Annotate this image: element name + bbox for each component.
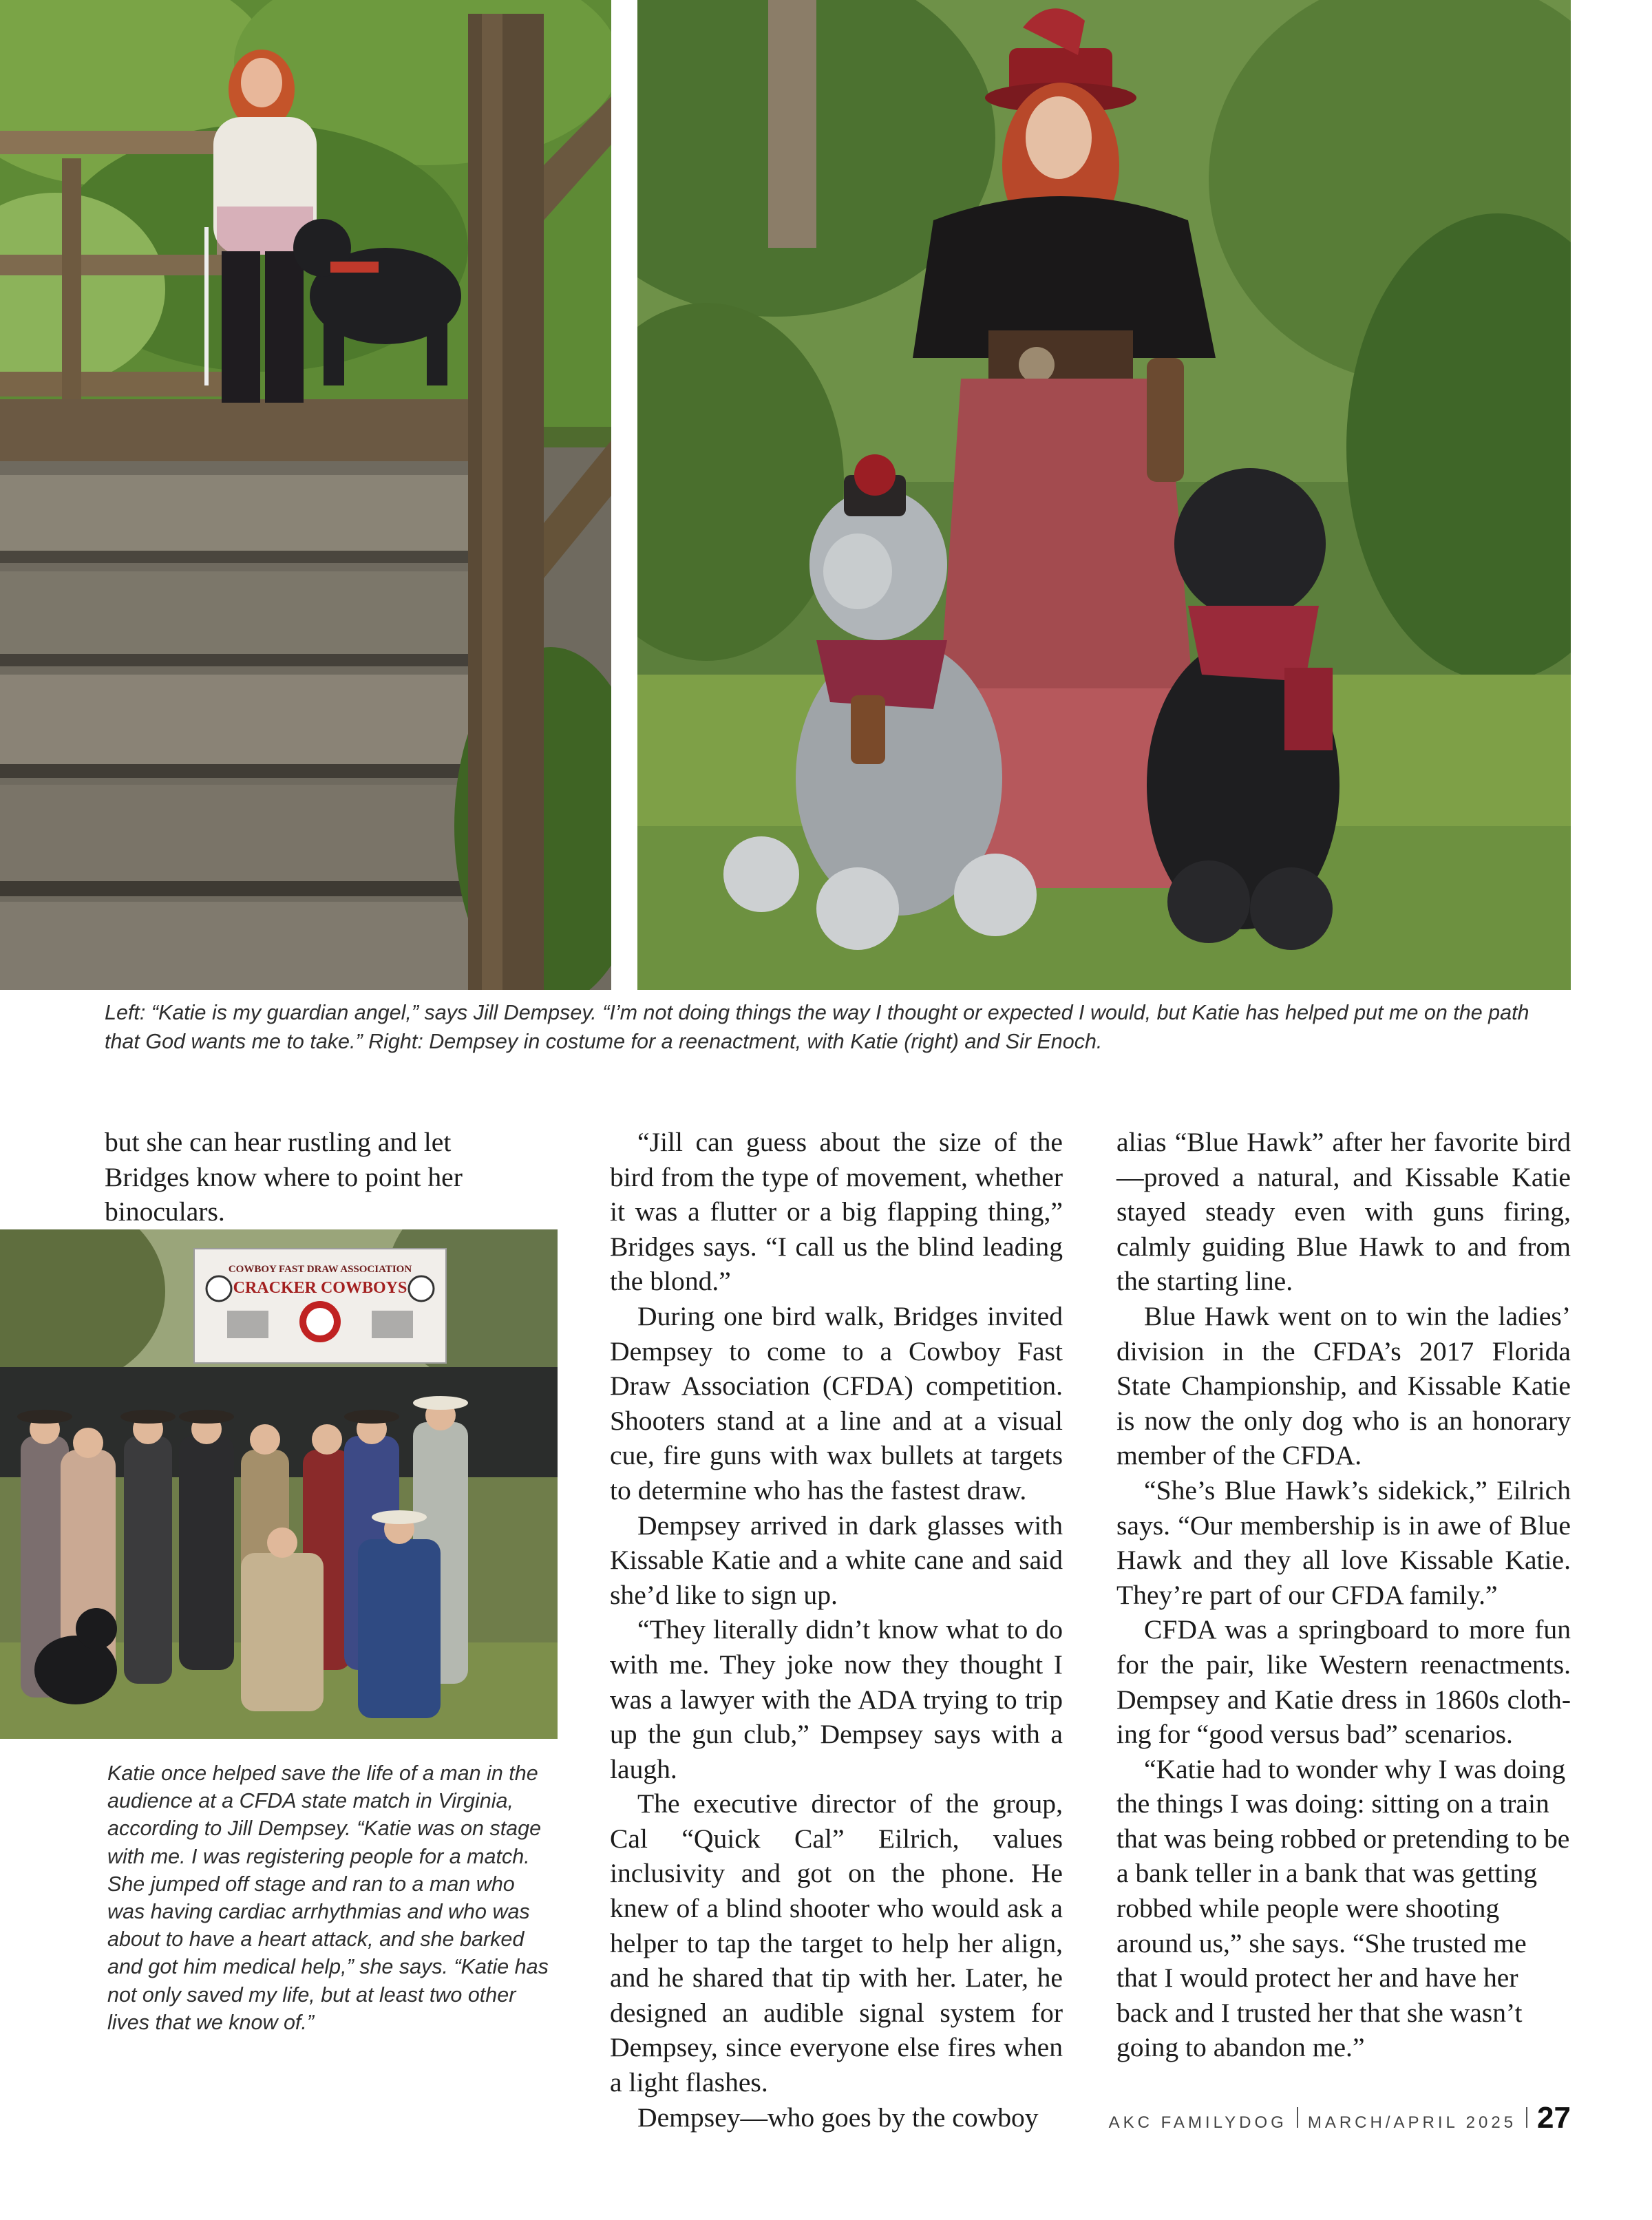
photo-costume-image	[637, 0, 1571, 990]
photo-cracker-cowboys-group	[0, 1229, 558, 1739]
photo-caption-group: Katie once helped save the life of a man in the audience at a CFDA state match in Virginia, according to Jill Dempsey. “Katie was on stage with me. I was registering people for a match. She jumped off stage and ran to a man who was having cardiac arrhythmias and who was about to have a heart attack, and she barked and got him medical help,” she says. “Katie has not only saved my life, but at least two other lives that we know of.”	[107, 1762, 549, 2034]
photo-stairs	[0, 0, 611, 990]
photo-stairs-image	[0, 0, 611, 990]
article-column-2	[610, 1125, 1063, 2135]
footer-separator	[1526, 2107, 1527, 2128]
footer-magazine-name: AKC FAMILYDOG	[1108, 2113, 1287, 2132]
article-paragraph: CFDA was a springboard to more fun for the pair, like Western reenactments. Dempsey and Katie dress in 1860s cloth-ing for “good versus bad” scenarios.	[1116, 1614, 1571, 1750]
footer-separator	[1297, 2107, 1298, 2128]
article-paragraph: During one bird walk, Bridges invited Dempsey to come to a Cowboy Fast Draw Association (CFDA) competition. Shooters stand at a line and at a visual cue, fire guns with wax bullets at targets to determine who has the fastest draw.	[610, 1300, 1063, 1505]
page-number: 27	[1537, 2101, 1571, 2135]
article-paragraph: alias “Blue Hawk” after her favorite bird—proved a natural, and Kissable Katie stayed steady even with guns firing, calmly guiding Blue Hawk to and from the starting line.	[1116, 1127, 1571, 1297]
article-paragraph: “Katie had to wonder why I was doing the things I was doing: sitting on a train that was being robbed or pretending to be a bank teller in a bank that was getting robbed while people were shooting around us,” she says. “She trusted me that I would protect her and have her back and I trusted her that she wasn’t going to abandon me.”	[1116, 1753, 1570, 2063]
footer-issue: MARCH/APRIL 2025	[1307, 2113, 1517, 2132]
photo-group-image	[0, 1229, 558, 1739]
page-footer	[1109, 2101, 1571, 2135]
photo-caption-top: Left: “Katie is my guardian angel,” says Jill Dempsey. “I’m not doing things the way I thought or expected I would, but Katie has helped put me on the path that God wants me to take.” Right: Dempsey in costume for a reenactment, with Katie (right) and Sir Enoch.	[105, 1001, 1529, 1053]
photo-costume-reenactment	[637, 0, 1571, 990]
article-paragraph: “She’s Blue Hawk’s sidekick,” Eilrich says. “Our membership is in awe of Blue Hawk and they all love Kissable Katie. They’re part of our CFDA family.”	[1116, 1474, 1571, 1610]
banner-line-2: CRACKER COWBOYS	[233, 1279, 407, 1297]
article-paragraph: “They literally didn’t know what to do with me. They joke now they thought I was a lawyer with the ADA trying to trip up the gun club,” Dempsey says with a laugh.	[610, 1614, 1063, 1784]
article-paragraph: Blue Hawk went on to win the ladies’ division in the CFDA’s 2017 Florida State Championship, and Kissable Katie is now the only dog who is an honorary member of the CFDA.	[1116, 1300, 1571, 1471]
article-paragraph: The executive director of the group, Cal “Quick Cal” Eilrich, values inclusivity and got on the phone. He knew of a blind shooter who would ask a helper to tap the target to help her align, and he shared that tip with her. Later, he designed an audible signal system for Dempsey, since everyone else fires when a light flashes.	[610, 1788, 1063, 2098]
article-paragraph: “Jill can guess about the size of the bird from the type of movement, whether it was a flutter or a big flapping thing,” Bridges says. “I call us the blind leading the blond.”	[610, 1127, 1063, 1297]
banner-line-1: COWBOY FAST DRAW ASSOCIATION	[228, 1264, 412, 1275]
article-paragraph: Dempsey—who goes by the cowboy	[637, 2102, 1039, 2133]
article-column-1	[105, 1125, 533, 1229]
article-column-3	[1116, 1125, 1571, 2065]
article-paragraph: but she can hear rustling and let Bridges know where to point her binoculars.	[105, 1127, 463, 1227]
article-paragraph: Dempsey arrived in dark glasses with Kissable Katie and a white cane and said she’d like to sign up.	[610, 1510, 1063, 1610]
